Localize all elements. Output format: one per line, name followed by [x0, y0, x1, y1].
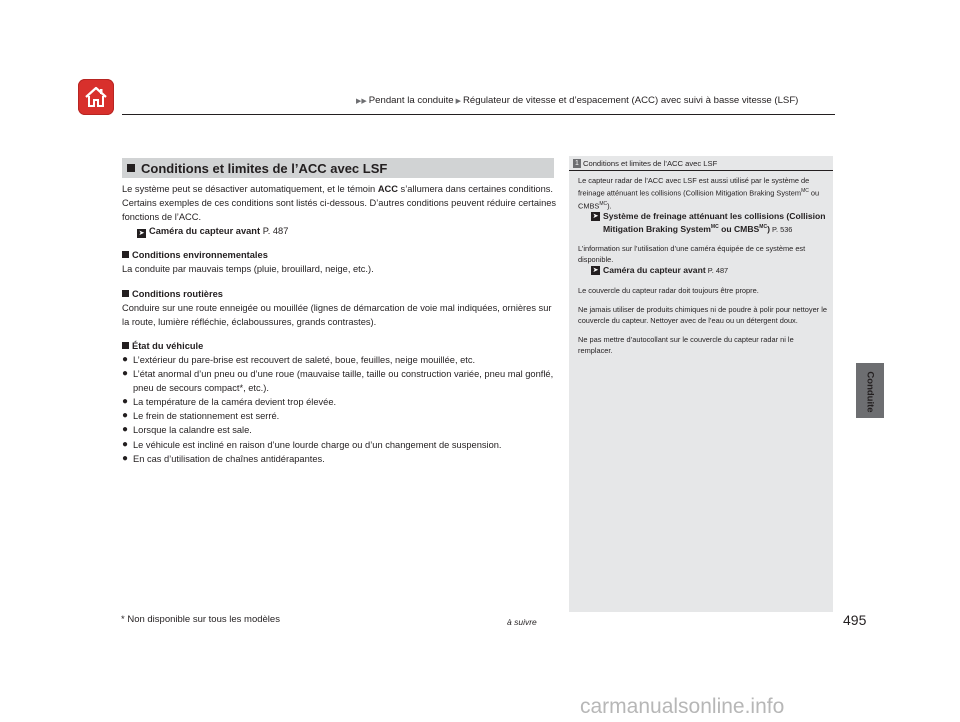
- note-paragraph: L’information sur l’utilisation d’une caméra équipée de ce système est disponible.: [578, 244, 806, 265]
- bullet-icon: ●: [122, 368, 129, 380]
- note-paragraph: Le capteur radar de l’ACC avec LSF est aussi utilisé par le système de freinage atténuant les collisions (Collision Mitigation Braking System$^{MC}$ ou $CMBS^{MC}$).: [578, 176, 820, 211]
- bullet-icon: ●: [122, 452, 129, 464]
- list-item: ● Lorsque la calandre est sale.: [122, 423, 557, 437]
- note-title: Conditions et limites de l’ACC avec LSF: [583, 159, 718, 168]
- note-paragraph: Ne jamais utiliser de produits chimiques ni de poudre à polir pour nettoyer le couvercle du capteur. Nettoyer avec de l’eau ou un détergent doux.: [578, 304, 827, 325]
- bullet-icon: ●: [122, 438, 129, 450]
- note-body: [578, 175, 830, 364]
- list-item: ● L’état anormal d’un pneu ou d’une roue (mauvaise taille, taille ou construction variée, pneu mal gonflé, pneu de secours compact*, etc.).: [122, 368, 554, 394]
- acc-indicator-label: ACC: [377, 184, 398, 194]
- reference-arrow-icon: ➤: [592, 267, 599, 275]
- reference-arrow-icon: ➤: [592, 213, 599, 221]
- environment-text: La conduite par mauvais temps (pluie, brouillard, neige, etc.).: [122, 264, 374, 275]
- road-text: Conduire sur une route enneigée ou mouillée (lignes de démarcation de voie mal indiquées, ornières sur la route, lumière réfléchie, éclaboussures, grands contrastes).: [122, 302, 552, 327]
- square-bullet-icon: [122, 290, 129, 297]
- list-item: ● Le frein de stationnement est serré.: [122, 409, 557, 423]
- square-bullet-icon: [122, 342, 129, 349]
- bullet-icon: ●: [122, 410, 129, 422]
- header-rule: [122, 114, 835, 115]
- section-header: [122, 158, 554, 178]
- arrow-right-icon: ▶▶: [356, 98, 367, 105]
- intro-paragraph: Le système peut se désactiver automatiquement, et le témoin ACC s’allumera dans certaines conditions. Certains exemples de ces conditions sont listés ci-dessous. D’autres conditions peuvent réduire certaines fonctions de l’ACC.: [122, 184, 557, 223]
- arrow-right-icon: ▶: [455, 98, 461, 105]
- note-header: [573, 159, 717, 168]
- list-item: ● En cas d’utilisation de chaînes antidérapantes.: [122, 452, 557, 466]
- reference-arrow-icon: ➤: [138, 230, 145, 238]
- reference-link[interactable]: ➤ Caméra du capteur avant P. 487: [138, 226, 289, 238]
- reference-link[interactable]: ➤ Système de freinage atténuant les collisions (Collision Mitigation Braking System$^{MC}$ ou $CMBS^{MC}$) P. 536: [592, 211, 826, 235]
- continued-label: à suivre: [507, 617, 537, 627]
- page-number: 495: [843, 612, 867, 628]
- vehicle-heading: État du véhicule: [122, 339, 557, 353]
- home-button[interactable]: [78, 79, 114, 115]
- section-title: Conditions et limites de l’ACC avec LSF: [141, 160, 388, 176]
- list-item: ● Le véhicule est incliné en raison d’une lourde charge ou d’un changement de suspension.: [122, 438, 557, 452]
- list-item: ● La température de la caméra devient trop élevée.: [122, 395, 557, 409]
- note-paragraph: Ne pas mettre d’autocollant sur le couvercle du capteur radar ni le remplacer.: [578, 334, 794, 355]
- road-heading: Conditions routières: [122, 287, 557, 301]
- note-rule: [569, 170, 833, 171]
- bullet-icon: ●: [122, 424, 129, 436]
- breadcrumb-item-1[interactable]: Pendant la conduite: [368, 95, 454, 106]
- chapter-tab-label: Conduite: [864, 371, 876, 413]
- main-content: [122, 182, 557, 466]
- bullet-icon: ●: [122, 353, 129, 365]
- reference-link[interactable]: ➤ Caméra du capteur avant P. 487: [592, 265, 729, 276]
- note-number-badge: 1: [573, 159, 581, 168]
- bullet-icon: ●: [122, 396, 129, 408]
- list-item: ● L’extérieur du pare-brise est recouvert de saleté, boue, feuilles, neige mouillée, etc.: [122, 353, 557, 367]
- breadcrumb: [356, 95, 798, 106]
- home-icon: [83, 85, 109, 109]
- square-bullet-icon: [127, 164, 135, 172]
- environment-heading: Conditions environnementales: [122, 248, 557, 262]
- square-bullet-icon: [122, 251, 129, 258]
- side-note: [569, 156, 833, 612]
- watermark: carmanualsonline.info: [580, 695, 785, 718]
- breadcrumb-item-2[interactable]: Régulateur de vitesse et d’espacement (ACC) avec suivi à basse vitesse (LSF): [462, 95, 799, 106]
- note-paragraph: Le couvercle du capteur radar doit toujours être propre.: [578, 285, 759, 295]
- footnote: * Non disponible sur tous les modèles: [121, 614, 280, 625]
